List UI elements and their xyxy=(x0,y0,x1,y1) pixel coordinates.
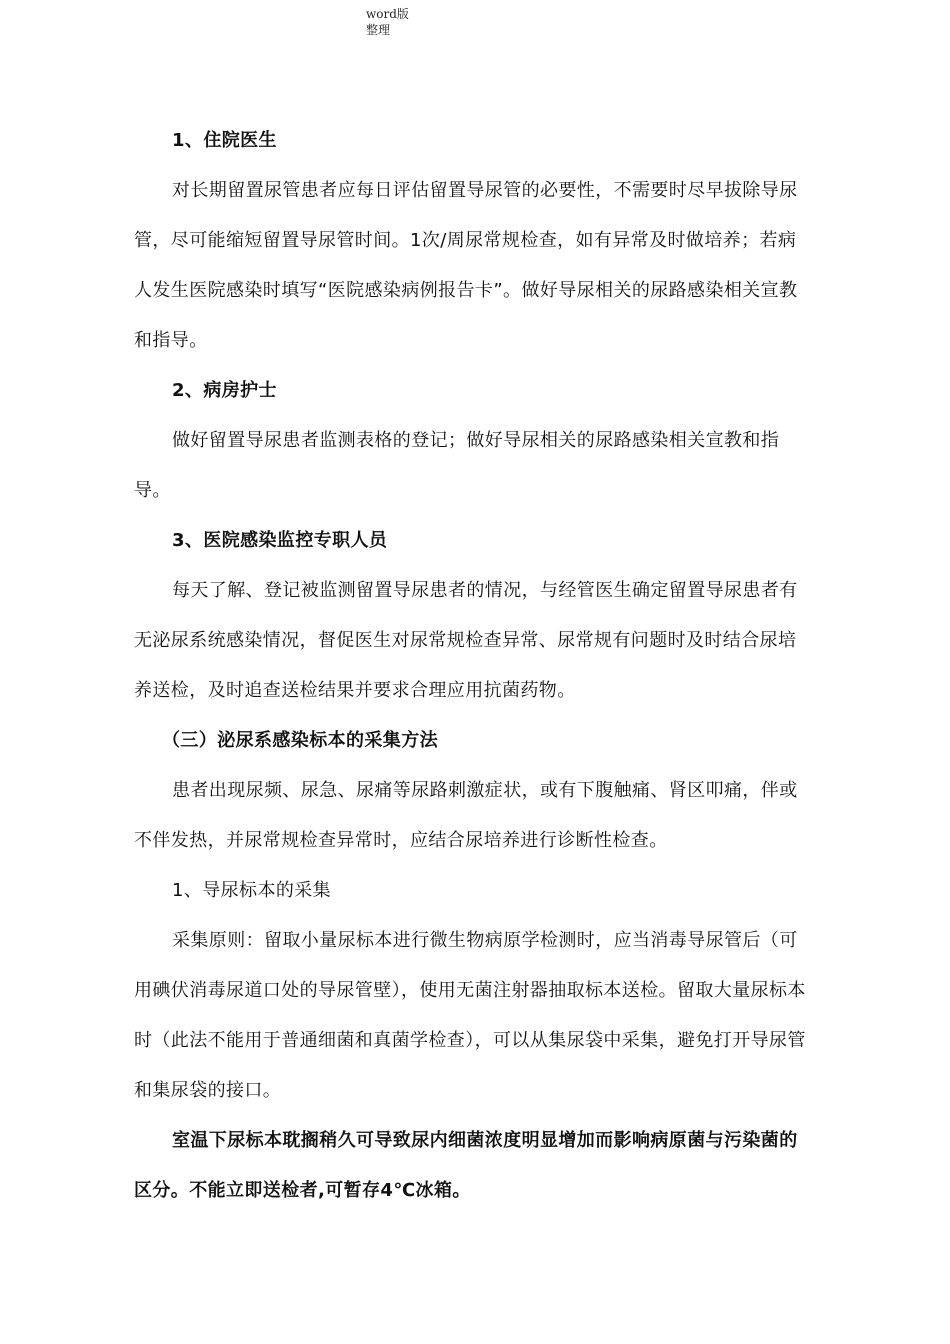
page-header xyxy=(366,6,409,38)
subsection-heading-catheter-specimen: 1、导尿标本的采集 xyxy=(172,880,332,901)
paragraph-symptoms: 患者出现尿频、尿急、尿痛等尿路刺激症状，或有下腹触痛、肾区叩痛，伴或不伴发热，并尿常规检查异常时，应结合尿培养进行诊断性检查。 xyxy=(134,780,798,851)
paragraph-resident-doctor: 对长期留置尿管患者应每日评估留置导尿管的必要性，不需要时尽早拔除导尿管，尽可能缩短留置导尿管时间。1次/周尿常规检查，如有异常及时做培养；若病人发生医院感染时填写“医院感染病例报告卡”。做好导尿相关的尿路感染相关宣教和指导。 xyxy=(134,180,798,351)
header-line-1: word版 xyxy=(366,7,409,21)
section-heading-specimen-collection: （三）泌尿系感染标本的采集方法 xyxy=(162,730,438,751)
paragraph-infection-control: 每天了解、登记被监测留置导尿患者的情况，与经管医生确定留置导尿患者有无泌尿系统感染情况，督促医生对尿常规检查异常、尿常规有问题时及时结合尿培养送检，及时追查送检结果并要求合理应用抗菌药物。 xyxy=(134,580,798,701)
paragraph-ward-nurse: 做好留置导尿患者监测表格的登记；做好导尿相关的尿路感染相关宣教和指导。 xyxy=(134,430,780,501)
paragraph-storage-note: 室温下尿标本耽搁稍久可导致尿内细菌浓度明显增加而影响病原菌与污染菌的区分。不能立即送检者,可暂存4℃冰箱。 xyxy=(134,1130,798,1201)
document-body xyxy=(134,116,806,1216)
paragraph-collection-principle: 采集原则：留取小量尿标本进行微生物病原学检测时，应当消毒导尿管后（可用碘伏消毒尿道口处的导尿管壁），使用无菌注射器抽取标本送检。留取大量尿标本时（此法不能用于普通细菌和真菌学检查），可以从集尿袋中采集，避免打开导尿管和集尿袋的接口。 xyxy=(134,930,806,1101)
section-heading-ward-nurse: 2、病房护士 xyxy=(172,380,277,401)
header-line-2: 整理 xyxy=(366,23,391,37)
section-heading-infection-control: 3、医院感染监控专职人员 xyxy=(172,530,388,551)
section-heading-resident-doctor: 1、住院医生 xyxy=(172,130,277,151)
